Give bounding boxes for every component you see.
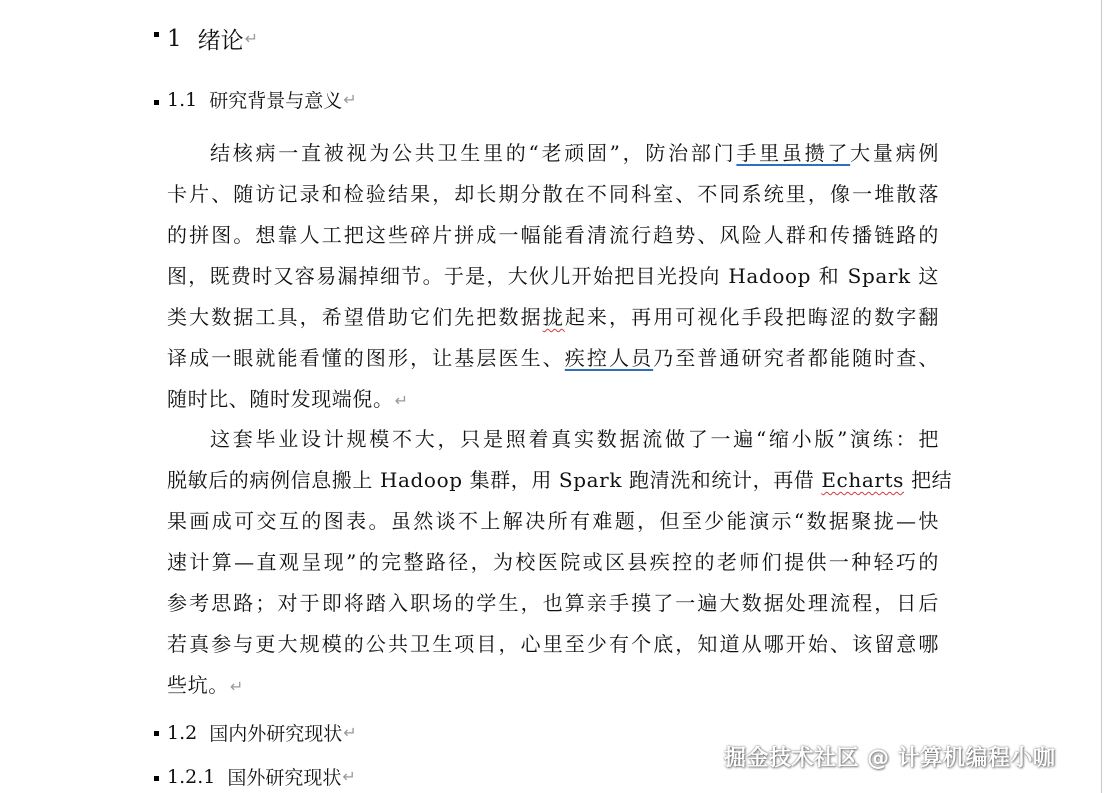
paragraph-mark-icon: ↵ xyxy=(244,29,259,48)
text-line: 果画成可交互的图表。虽然谈不上解决所有难题，但至少能演示“数据聚拢—快 xyxy=(167,509,939,533)
body-paragraph-purpose[interactable] xyxy=(167,419,953,706)
heading-title: 绪论 xyxy=(197,28,244,54)
heading-1-2-1[interactable] xyxy=(167,763,356,790)
text-line: 速计算—直观呈现”的完整路径，为校医院或区县疾控的老师们提供一种轻巧的 xyxy=(167,550,939,574)
heading-title: 国内外研究现状 xyxy=(209,723,343,745)
text-line: 这套毕业设计规模不大，只是照着真实数据流做了一遍“缩小版”演练：把 xyxy=(210,427,939,451)
spelling-marked-text[interactable]: 拢 xyxy=(542,305,565,329)
heading-title: 国外研究现状 xyxy=(227,767,342,789)
grammar-marked-text[interactable]: 手里虽攒了 xyxy=(736,141,851,165)
paragraph-mark-icon: ↵ xyxy=(343,90,357,109)
paragraph-mark-icon: ↵ xyxy=(394,391,409,410)
heading-number: 1 xyxy=(167,25,182,52)
heading-number: 1.1 xyxy=(167,88,198,111)
text-line: 图，既费时又容易漏掉细节。于是，大伙儿开始把目光投向 Hadoop 和 Spark 这 xyxy=(167,264,939,288)
text-line: 参考思路；对于即将踏入职场的学生，也算亲手摸了一遍大数据处理流程，日后 xyxy=(167,591,939,615)
text-line: 些坑。↵ xyxy=(167,673,244,697)
text-line: 随时比、随时发现端倪。↵ xyxy=(167,387,409,411)
text-line: 卡片、随访记录和检验结果，却长期分散在不同科室、不同系统里，像一堆散落 xyxy=(167,182,939,206)
text-line: 结核病一直被视为公共卫生里的“老顽固”，防治部门手里虽攒了大量病例 xyxy=(210,141,939,165)
watermark: 掘金技术社区 @ 计算机编程小咖 xyxy=(724,746,1056,771)
heading-1-1[interactable] xyxy=(167,86,357,113)
heading-marker-icon xyxy=(154,32,159,37)
heading-marker-icon xyxy=(154,731,159,736)
heading-1-2[interactable] xyxy=(167,719,357,746)
page-edge-divider xyxy=(1101,0,1102,793)
paragraph-mark-icon: ↵ xyxy=(229,677,244,696)
body-paragraph-background[interactable] xyxy=(167,133,939,420)
paragraph-mark-icon: ↵ xyxy=(342,767,356,786)
heading-title: 研究背景与意义 xyxy=(209,90,343,112)
heading-1[interactable] xyxy=(167,22,258,55)
heading-marker-icon xyxy=(154,100,159,105)
heading-marker-icon xyxy=(154,776,159,781)
text-line: 脱敏后的病例信息搬上 Hadoop 集群，用 Spark 跑清洗和统计，再借 Echarts 把结 xyxy=(167,468,953,492)
text-line: 译成一眼就能看懂的图形，让基层医生、疾控人员乃至普通研究者都能随时查、 xyxy=(167,346,939,370)
paragraph-mark-icon: ↵ xyxy=(343,723,357,742)
text-line: 的拼图。想靠人工把这些碎片拼成一幅能看清流行趋势、风险人群和传播链路的 xyxy=(167,223,939,247)
heading-number: 1.2.1 xyxy=(167,765,216,788)
grammar-marked-text[interactable]: 疾控人员 xyxy=(564,346,654,370)
heading-number: 1.2 xyxy=(167,721,198,744)
spelling-marked-text[interactable]: Echarts xyxy=(821,468,905,492)
text-line: 若真参与更大规模的公共卫生项目，心里至少有个底，知道从哪开始、该留意哪 xyxy=(167,632,939,656)
text-line: 类大数据工具，希望借助它们先把数据拢起来，再用可视化手段把晦涩的数字翻 xyxy=(167,305,940,329)
